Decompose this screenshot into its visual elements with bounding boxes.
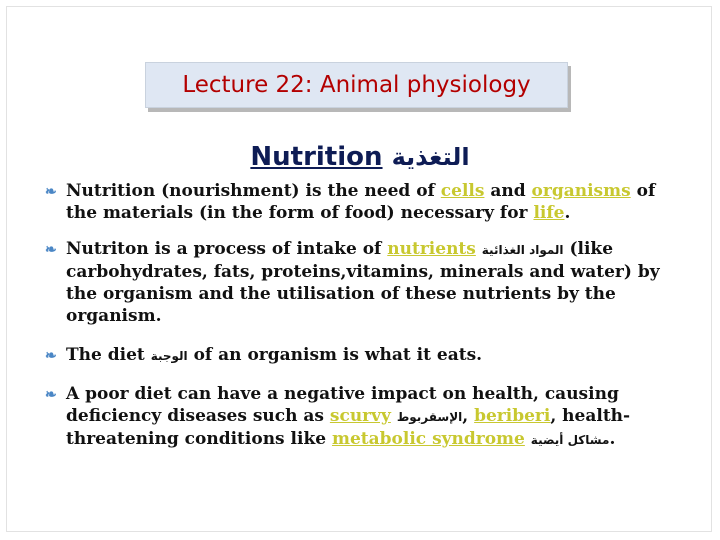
link-cells[interactable]: cells bbox=[440, 181, 485, 201]
bullet-text: Nutrition (nourishment) is the need of bbox=[66, 181, 441, 201]
bullet-arrow-icon: ❧ bbox=[45, 242, 57, 258]
bullet-item bbox=[45, 180, 675, 224]
bullet-text: . bbox=[564, 203, 571, 223]
link-nutrients[interactable]: nutrients bbox=[387, 239, 476, 259]
bullet-text: Nutriton is a process of intake of bbox=[66, 239, 388, 259]
arabic-term: مشاكل أيضية bbox=[530, 433, 610, 447]
bullet-arrow-icon: ❧ bbox=[45, 387, 57, 403]
bullet-text: , bbox=[462, 406, 475, 426]
bullet-text: The diet bbox=[66, 345, 151, 365]
bullet-arrow-icon: ❧ bbox=[45, 348, 57, 364]
bullet-text: A poor diet can have a negative impact on health, causing deficiency diseases such as bbox=[66, 384, 619, 426]
link-life[interactable]: life bbox=[533, 203, 565, 223]
link-scurvy[interactable]: scurvy bbox=[329, 406, 391, 426]
heading-english: Nutrition bbox=[250, 142, 383, 172]
title-box bbox=[145, 62, 568, 108]
arabic-term: الوجبة bbox=[150, 349, 188, 363]
bullet-text: , health-threatening conditions like bbox=[66, 406, 631, 449]
bullet-list bbox=[45, 180, 675, 465]
bullet-item bbox=[45, 344, 675, 367]
bullet-text: . bbox=[609, 429, 616, 449]
arabic-term: المواد الغذائية bbox=[481, 243, 564, 257]
slide-heading bbox=[0, 142, 720, 172]
link-organisms[interactable]: organisms bbox=[531, 181, 631, 201]
bullet-text: of an organism is what it eats. bbox=[187, 345, 483, 365]
bullet-arrow-icon: ❧ bbox=[45, 184, 57, 200]
bullet-text: of the materials (in the form of food) necessary for bbox=[66, 181, 656, 223]
bullet-item bbox=[45, 383, 675, 451]
bullet-text: (like carbohydrates, fats, proteins,vitamins, minerals and water) by the organism and the utilisation of these nutrients by the organism. bbox=[66, 239, 660, 326]
arabic-term: الإسقربوط bbox=[396, 410, 463, 424]
link-beriberi[interactable]: beriberi bbox=[474, 406, 551, 426]
link-metabolic-syndrome[interactable]: metabolic syndrome bbox=[331, 429, 525, 449]
bullet-text: and bbox=[484, 181, 532, 201]
heading-arabic: التغذية bbox=[391, 143, 470, 171]
slide-title: Lecture 22: Animal physiology bbox=[182, 72, 531, 98]
bullet-item bbox=[45, 238, 675, 327]
